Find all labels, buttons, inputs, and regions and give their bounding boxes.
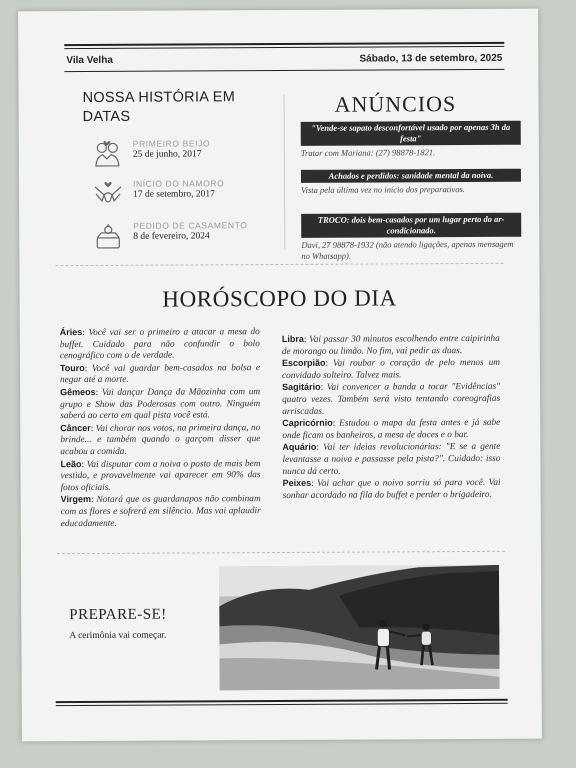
ring-box-icon — [93, 221, 123, 251]
event-label: PEDIDO DE CASAMENTO — [133, 220, 248, 231]
history-event-first-kiss — [93, 138, 273, 169]
header-date: Sábado, 13 de setembro, 2025 — [359, 52, 503, 65]
sign-name: Sagitário — [282, 382, 321, 393]
horoscope-title: HORÓSCOPO DO DIA — [162, 285, 397, 312]
column-divider — [284, 94, 286, 250]
sign-text: Vai roubar o coração de pelo menos um convidado solteiro. Talvez mais. — [281, 358, 500, 381]
sign-text: Vai achar que o noivo sorriu só para você. Vai sonhar acordado na fila do buffet e perder o brigadeiro. — [282, 477, 501, 501]
horoscope-entry: Aquário: Vai ter ideias revolucionárias: "E se a gente levantasse a noiva e passasse pela pista?". Cuidado: isso nunca dá certo. — [282, 442, 501, 477]
sign-text: Vai disputar com a noiva o posto de mais bem vestido, e provavelmente vai aparecer em 90% das fotos oficiais. — [60, 458, 261, 493]
top-rule-thin — [64, 46, 504, 49]
event-date: 8 de fevereiro, 2024 — [133, 231, 210, 242]
header-city: Vila Velha — [66, 54, 113, 67]
event-date: 17 de setembro, 2017 — [133, 189, 215, 200]
ads-title: ANÚNCIOS — [334, 91, 457, 117]
sign-name: Touro — [59, 362, 85, 373]
event-label: INÍCIO DO NAMORO — [132, 178, 225, 189]
prepare-subtitle: A cerimônia vai começar. — [69, 630, 167, 642]
section-divider — [57, 551, 505, 554]
sign-name: Escorpião — [281, 357, 326, 369]
sign-name: Peixes — [282, 477, 312, 489]
horoscope-entry: Gêmeos: Vai dançar Dança da Mãozinha com um grupo e Show das Poderosas com outro. Ninguém saberá ao certo em qual pista você está. — [60, 386, 261, 422]
horoscope-entry: Leão: Vai disputar com a noiva o posto de mais bem vestido, e provavelmente vai aparecer em 90% das fotos oficiais. — [60, 458, 261, 493]
ad-text: Vista pela última vez no início dos preparativos. — [301, 184, 465, 195]
sign-text: Vai ter ideias revolucionárias: "E se a gente levantasse a noiva e passasse pela pista?". Cuidado: isso nunca dá certo. — [282, 442, 501, 477]
sign-name: Câncer — [60, 422, 91, 433]
sign-name: Leão — [60, 458, 82, 469]
ad-text: Tratar com Mariana: (27) 98878-1821. — [300, 147, 436, 158]
sign-name: Virgem — [60, 494, 92, 505]
ad-item — [301, 121, 521, 159]
horoscope-entry: Escorpião: Vai roubar o coração de pelo menos um convidado solteiro. Talvez mais. — [281, 357, 500, 381]
sign-text: Vai convencer a banda a tocar "Evidências" quatro vezes. Também será visto tentando coreografias arriscadas. — [282, 382, 501, 417]
sign-text: Vai dançar Dança da Mãozinha com um grupo e Show das Poderosas com outro. Ninguém saberá ao certo em qual pista você está. — [60, 387, 261, 422]
horoscope-entry: Sagitário: Vai convencer a banda a tocar "Evidências" quatro vezes. Também será visto tentando coreografias arriscadas. — [282, 382, 501, 417]
horoscope-entry: Áries: Você vai ser o primeiro a atacar a mesa do buffet. Cuidado para não confundir o bolo cenográfico com o de verdade. — [59, 327, 260, 362]
section-divider — [55, 263, 503, 266]
sign-text: Notará que os guardanapos não combinam com as flores e sofrerá em silêncio. Mas vai aplaudir educadamente. — [60, 494, 261, 529]
sign-text: Vai passar 30 minutos escolhendo entre caipirinha de morango ou limão. No fim, vai pedir as duas. — [281, 333, 500, 357]
sign-text: Você vai ser o primeiro a atacar a mesa do buffet. Cuidado para não confundir o bolo cenográfico com o de verdade. — [59, 327, 260, 362]
beach-couple-photo — [219, 565, 500, 690]
ad-item — [301, 213, 521, 262]
history-title: NOSSA HISTÓRIA EM DATAS — [82, 89, 236, 126]
horoscope-column-left — [60, 326, 261, 530]
holding-hands-icon — [93, 179, 123, 209]
sign-name: Aquário — [282, 442, 317, 453]
event-label: PRIMEIRO BEIJO — [132, 138, 211, 149]
ad-item — [301, 169, 521, 196]
horoscope-entry: Libra: Vai passar 30 minutos escolhendo entre caipirinha de morango ou limão. No fim, vai pedir as duas. — [281, 333, 500, 357]
ad-headline: TROCO: dois bem-casados por um lugar perto do ar-condicionado. — [301, 213, 521, 238]
header-rule — [64, 69, 504, 72]
sign-name: Libra — [281, 333, 304, 344]
horoscope-entry: Capricórnio: Estudou o mapa da festa antes e já sabe onde ficam os banheiros, a mesa de doces e o bar. — [282, 417, 501, 441]
prepare-title: PREPARE-SE! — [69, 606, 167, 624]
horoscope-entry: Câncer: Vai chorar nos votos, na primeira dança, no brinde... e também quando o garçom disser que acabou a comida. — [60, 422, 261, 458]
sign-name: Gêmeos — [60, 386, 96, 398]
history-event-proposal — [93, 220, 273, 251]
sign-text: Estudou o mapa da festa antes e já sabe onde ficam os banheiros, a mesa de doces e o bar. — [282, 418, 501, 441]
bottom-rule-thin — [56, 703, 508, 706]
horoscope-entry: Peixes: Vai achar que o noivo sorriu só para você. Vai sonhar acordado na fila do buffet e perder o brigadeiro. — [282, 477, 501, 501]
ad-text: Davi, 27 98878-1932 (não atendo ligações, apenas mensagem no Whatsapp). — [301, 238, 514, 261]
sign-text: Vai chorar nos votos, na primeira dança, no brinde... e também quando o garçom disser que acabou a comida. — [60, 422, 261, 458]
kiss-couple-icon — [93, 139, 123, 169]
sign-text: Você vai guardar bem-casados na bolsa e negar até a morte. — [59, 362, 260, 386]
ad-headline: Achados e perdidos: sanidade mental da noiva. — [301, 169, 521, 183]
horoscope-entry: Virgem: Notará que os guardanapos não combinam com as flores e sofrerá em silêncio. Mas vai aplaudir educadamente. — [60, 494, 261, 529]
sign-name: Áries — [59, 327, 83, 338]
newspaper-page — [18, 9, 542, 742]
event-date: 25 de junho, 2017 — [132, 149, 202, 160]
sign-name: Capricórnio — [282, 417, 333, 429]
history-event-dating-start — [93, 178, 273, 209]
ad-headline: "Vende-se sapato desconfortável usado por apenas 3h da festa" — [301, 121, 521, 146]
horoscope-column-right — [282, 333, 501, 502]
horoscope-entry: Touro: Você vai guardar bem-casados na bolsa e negar até a morte. — [59, 362, 260, 386]
